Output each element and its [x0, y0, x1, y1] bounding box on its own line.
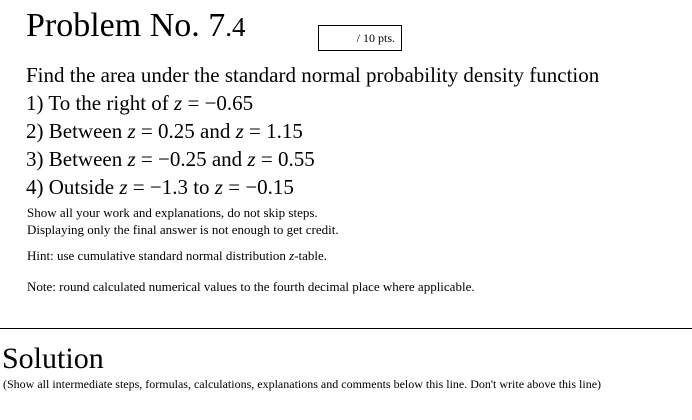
- item-4-mid: to: [187, 175, 215, 199]
- note-line: Note: round calculated numerical values to the fourth decimal place where applicable.: [27, 279, 475, 294]
- item-2-var-a: z: [127, 119, 136, 143]
- item-3-mid: and: [206, 147, 248, 171]
- points-box: [318, 25, 402, 51]
- item-1-var: z: [174, 91, 183, 115]
- hint-prefix: Hint: use cumulative standard normal distribution: [27, 248, 290, 263]
- item-3-expr2: = 0.55: [255, 147, 315, 171]
- hint-suffix: -table.: [294, 248, 328, 263]
- item-2: [26, 118, 303, 144]
- item-1-prefix: 1) To the right of: [26, 91, 175, 115]
- item-2-prefix: 2) Between: [26, 119, 128, 143]
- item-3-prefix: 3) Between: [26, 147, 128, 171]
- solution-divider: [0, 328, 692, 329]
- item-4: [26, 174, 294, 200]
- hint-var: z: [289, 248, 295, 263]
- problem-title-prefix: Problem No. 7: [26, 7, 226, 44]
- item-3-expr1: = −0.25: [135, 147, 207, 171]
- item-3-var-b: z: [247, 147, 256, 171]
- problem-title-suffix: .4: [225, 12, 246, 42]
- item-2-expr1: = 0.25: [135, 119, 195, 143]
- points-label: / 10 pts.: [356, 31, 395, 45]
- item-4-var-a: z: [119, 175, 128, 199]
- solution-note: (Show all intermediate steps, formulas, calculations, explanations and comments below this line. Don't write above this line): [3, 377, 602, 391]
- instruction-line-2: Displaying only the final answer is not enough to get credit.: [27, 222, 339, 237]
- item-4-expr1: = −1.3: [127, 175, 188, 199]
- item-2-mid: and: [194, 119, 236, 143]
- item-3: [26, 146, 315, 172]
- item-2-expr2: = 1.15: [243, 119, 303, 143]
- item-2-var-b: z: [235, 119, 244, 143]
- item-1: [26, 90, 253, 116]
- hint-line: [27, 248, 327, 264]
- problem-title: [26, 6, 246, 47]
- item-3-var-a: z: [127, 147, 136, 171]
- item-4-var-b: z: [214, 175, 223, 199]
- item-4-expr2: = −0.15: [222, 175, 294, 199]
- item-4-prefix: 4) Outside: [26, 175, 120, 199]
- problem-statement: Find the area under the standard normal probability density function: [26, 63, 600, 87]
- solution-heading: Solution: [2, 342, 104, 375]
- instruction-line-1: Show all your work and explanations, do not skip steps.: [27, 205, 318, 220]
- item-1-expr1: = −0.65: [182, 91, 254, 115]
